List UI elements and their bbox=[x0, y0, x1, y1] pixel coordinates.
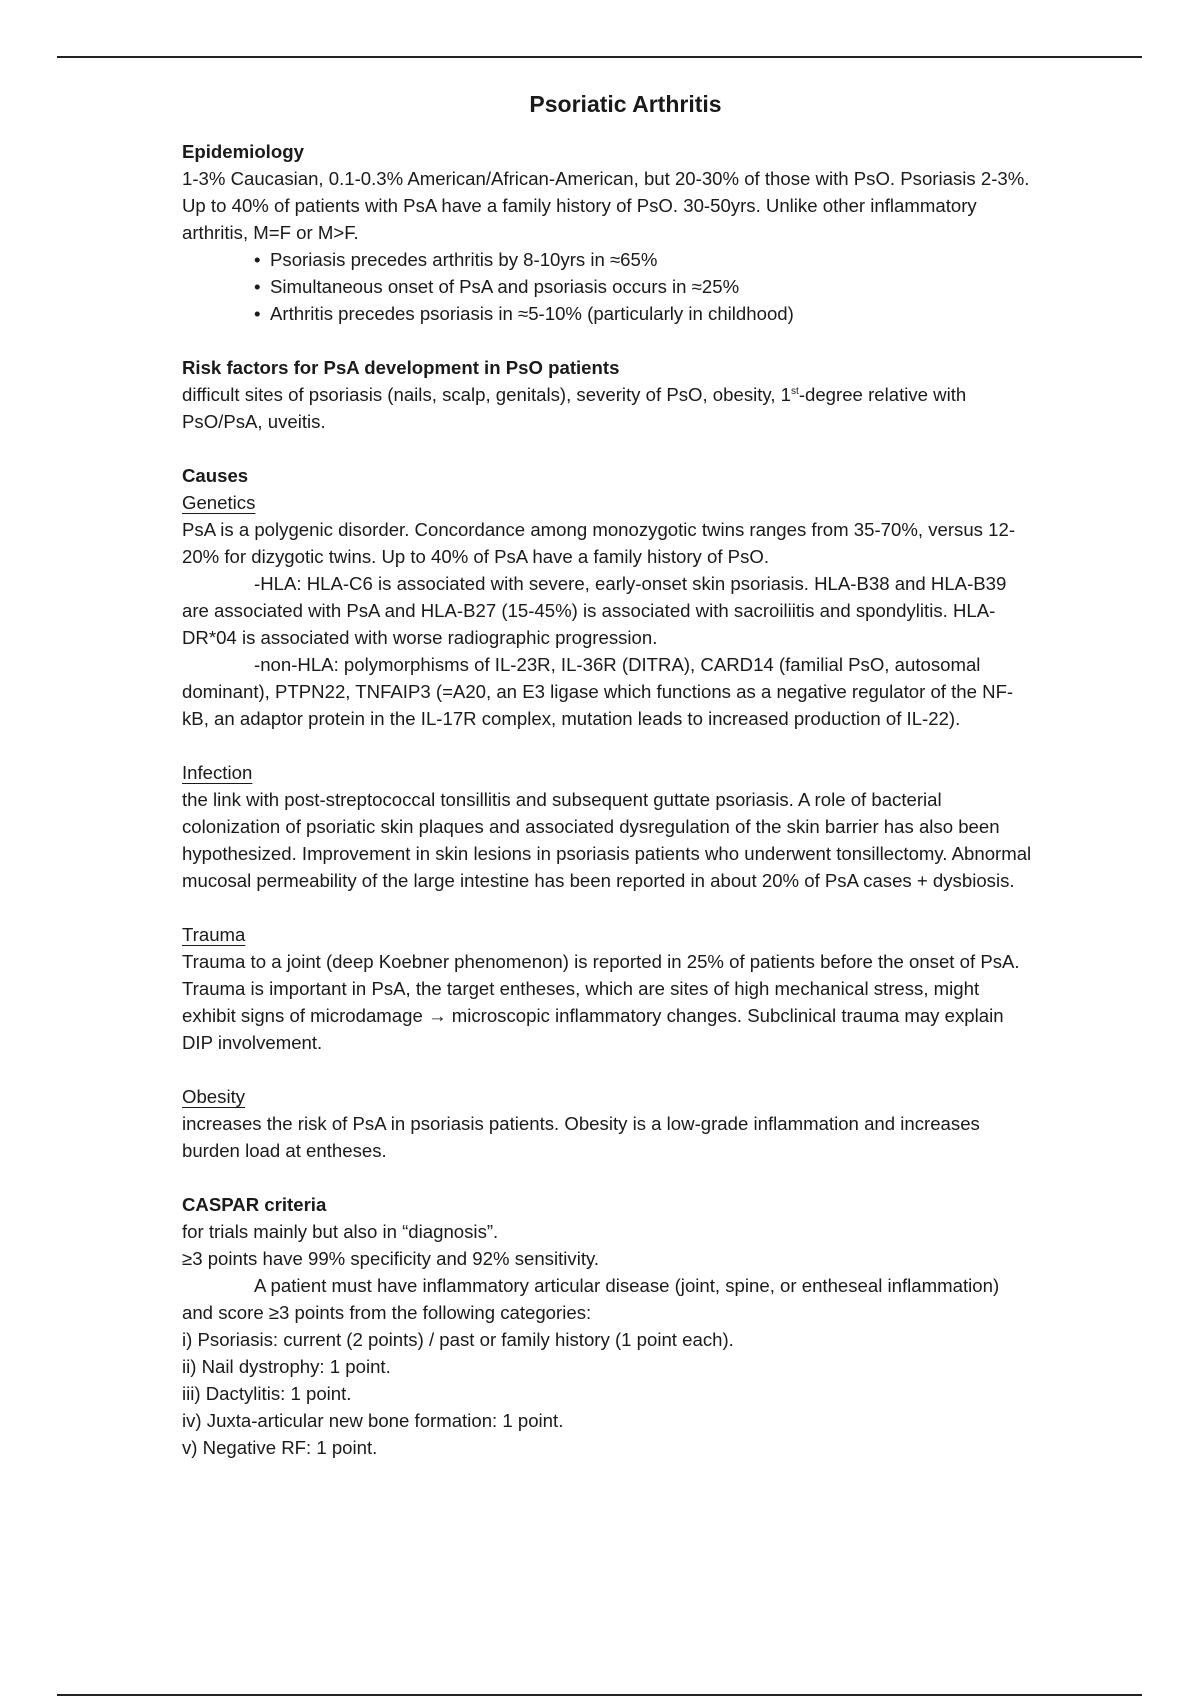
bottom-rule bbox=[57, 1694, 1142, 1696]
obesity-text: increases the risk of PsA in psoriasis patients. Obesity is a low-grade inflammation and increases burden load at entheses. bbox=[182, 1113, 980, 1161]
epidemiology-bullet: • Psoriasis precedes arthritis by 8-10yrs in ≈65% bbox=[270, 246, 1032, 273]
causes-heading: Causes bbox=[182, 465, 249, 486]
infection-text: the link with post-streptococcal tonsillitis and subsequent guttate psoriasis. A role of bacterial colonization of psoriatic skin plaques and associated dysregulation of the skin barrier has also been hypothesized. Improvement in skin lesions in psoriasis patients who underwent tonsillectomy. Abnormal mucosal permeability of the large intestine has been reported in about 20% of PsA cases + dysbiosis. bbox=[182, 789, 1032, 891]
caspar-item: iii) Dactylitis: 1 point. bbox=[182, 1383, 352, 1404]
trauma-subheading: Trauma bbox=[182, 924, 246, 945]
genetics-non-hla: -non-HLA: polymorphisms of IL-23R, IL-36R (DITRA), CARD14 (familial PsO, autosomal dominant), PTPN22, TNFAIP3 (=A20, an E3 ligase which functions as a negative regulator of the NF-kB, an adaptor protein in the IL-17R complex, mutation leads to increased production of IL-22). bbox=[182, 654, 1014, 729]
risk-factors-heading: Risk factors for PsA development in PsO patients bbox=[182, 357, 620, 378]
causes-section bbox=[182, 462, 1032, 1164]
risk-factors-section bbox=[182, 354, 1032, 435]
caspar-item: v) Negative RF: 1 point. bbox=[182, 1437, 378, 1458]
epidemiology-bullets bbox=[182, 246, 1032, 327]
epidemiology-heading: Epidemiology bbox=[182, 141, 304, 162]
obesity-subheading: Obesity bbox=[182, 1086, 246, 1107]
genetics-text: PsA is a polygenic disorder. Concordance among monozygotic twins ranges from 35-70%, versus 12-20% for dizygotic twins. Up to 40% of PsA have a family history of PsO. bbox=[182, 519, 1016, 567]
epidemiology-bullet: • Arthritis precedes psoriasis in ≈5-10% (particularly in childhood) bbox=[270, 300, 1032, 327]
caspar-section bbox=[182, 1191, 1032, 1461]
genetics-subheading: Genetics bbox=[182, 492, 256, 513]
genetics-hla: -HLA: HLA-C6 is associated with severe, early-onset skin psoriasis. HLA-B38 and HLA-B39 are associated with PsA and HLA-B27 (15-45%) is associated with sacroiliitis and spondylitis. HLA-DR*04 is associated with worse radiographic progression. bbox=[182, 573, 1007, 648]
caspar-item: i) Psoriasis: current (2 points) / past or family history (1 point each). bbox=[182, 1329, 734, 1350]
epidemiology-text: 1-3% Caucasian, 0.1-0.3% American/African-American, but 20-30% of those with PsO. Psoriasis 2-3%. Up to 40% of patients with PsA have a family history of PsO. 30-50yrs. Unlike other inflammatory arthritis, M=F or M>F. bbox=[182, 168, 1030, 243]
epidemiology-section bbox=[182, 138, 1032, 327]
trauma-text: Trauma to a joint (deep Koebner phenomenon) is reported in 25% of patients before the onset of PsA. Trauma is important in PsA, the target entheses, which are sites of high mechanical stress, might exhibit signs of microdamage → microscopic inflammatory changes. Subclinical trauma may explain DIP involvement. bbox=[182, 951, 1020, 1053]
top-rule bbox=[57, 56, 1142, 58]
caspar-item: iv) Juxta-articular new bone formation: 1 point. bbox=[182, 1410, 564, 1431]
caspar-paragraph: A patient must have inflammatory articular disease (joint, spine, or entheseal inflammation) and score ≥3 points from the following categories: bbox=[182, 1275, 1000, 1323]
risk-factors-text: difficult sites of psoriasis (nails, scalp, genitals), severity of PsO, obesity, 1st-degree relative with PsO/PsA, uveitis. bbox=[182, 384, 967, 432]
page-title: Psoriatic Arthritis bbox=[529, 91, 722, 117]
caspar-item: ii) Nail dystrophy: 1 point. bbox=[182, 1356, 391, 1377]
caspar-line: ≥3 points have 99% specificity and 92% sensitivity. bbox=[182, 1248, 600, 1269]
infection-subheading: Infection bbox=[182, 762, 253, 783]
epidemiology-bullet: • Simultaneous onset of PsA and psoriasis occurs in ≈25% bbox=[270, 273, 1032, 300]
caspar-line: for trials mainly but also in “diagnosis”. bbox=[182, 1221, 499, 1242]
document-body bbox=[182, 84, 1032, 1461]
caspar-heading: CASPAR criteria bbox=[182, 1194, 327, 1215]
